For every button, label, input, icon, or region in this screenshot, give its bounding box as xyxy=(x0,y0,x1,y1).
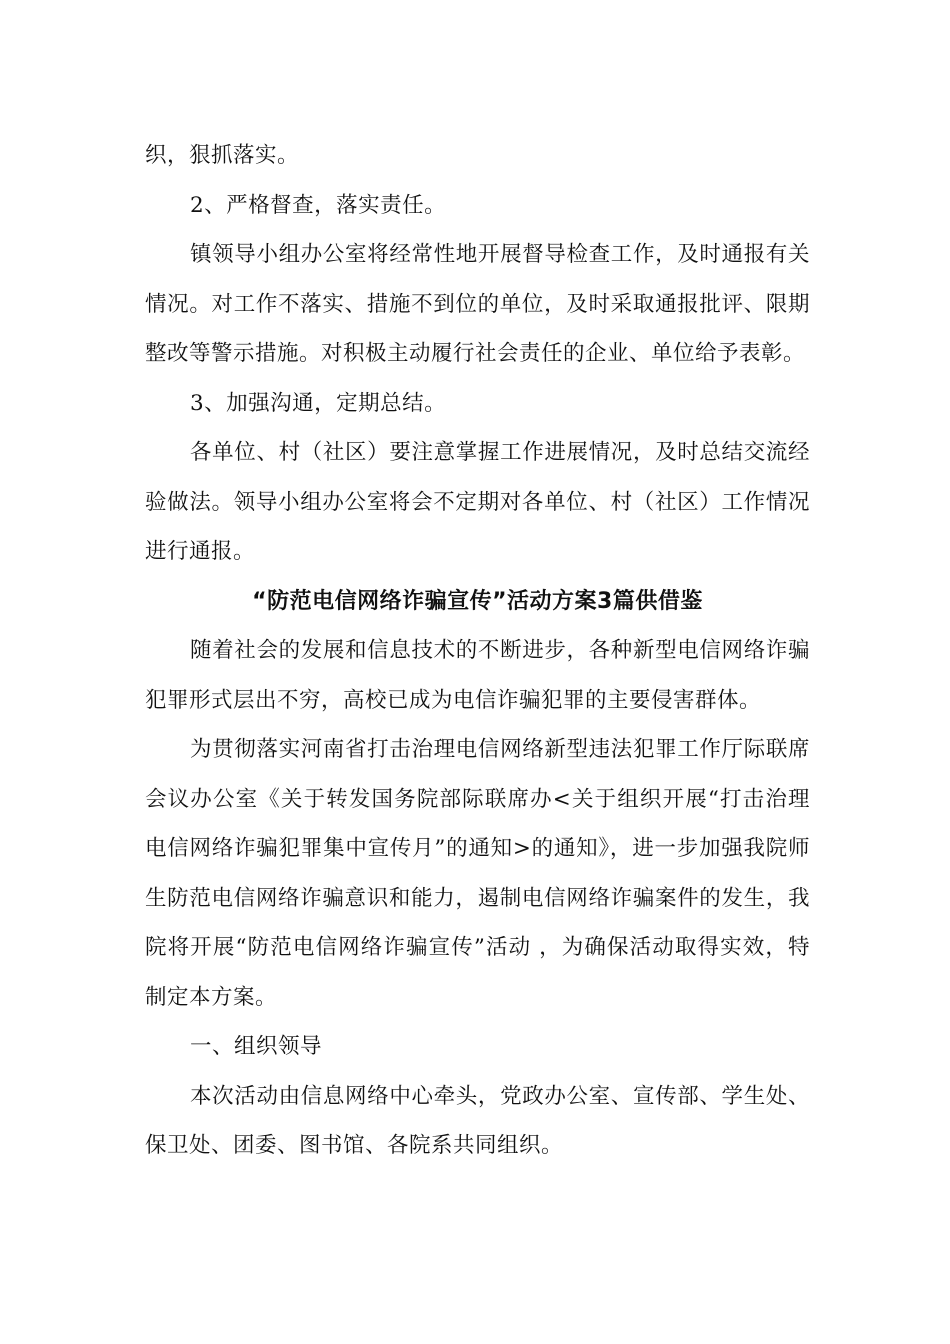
paragraph-communication: 各单位、村（社区）要注意掌握工作进展情况，及时总结交流经验做法。领导小组办公室将会不定期对各单位、村（社区）工作情况进行通报。 xyxy=(145,440,810,564)
paragraph-supervision: 镇领导小组办公室将经常性地开展督导检查工作，及时通报有关情况。对工作不落实、措施不到位的单位，及时采取通报批评、限期整改等警示措施。对积极主动履行社会责任的企业、单位给予表彰。 xyxy=(145,242,810,366)
paragraph-intro: 随着社会的发展和信息技术的不断进步，各种新型电信网络诈骗犯罪形式层出不穷，高校已成为电信诈骗犯罪的主要侵害群体。 xyxy=(145,638,810,713)
paragraph-purpose: 为贯彻落实河南省打击治理电信网络新型违法犯罪工作厅际联席会议办公室《关于转发国务院部际联席办<关于组织开展“打击治理电信网络诈骗犯罪集中宣传月”的通知>的通知》，进一步加强我院师生防范电信网络诈骗意识和能力，遏制电信网络诈骗案件的发生，我院将开展“防范电信网络诈骗宣传”活动 ，为确保活动取得实效，特制定本方案。 xyxy=(145,737,810,1010)
document-body xyxy=(145,131,810,1171)
section-heading-organization: 一、组织领导 xyxy=(190,1034,323,1059)
document-title: “防范电信网络诈骗宣传”活动方案3篇供借鉴 xyxy=(252,588,703,614)
paragraph-organization: 本次活动由信息网络中心牵头，党政办公室、宣传部、学生处、保卫处、团委、图书馆、各院系共同组织。 xyxy=(145,1083,810,1158)
section-heading-communication: 3、加强沟通，定期总结。 xyxy=(190,390,447,416)
paragraph-continuation: 织，狠抓落实。 xyxy=(145,143,300,168)
section-heading-supervision: 2、严格督查，落实责任。 xyxy=(190,192,447,218)
